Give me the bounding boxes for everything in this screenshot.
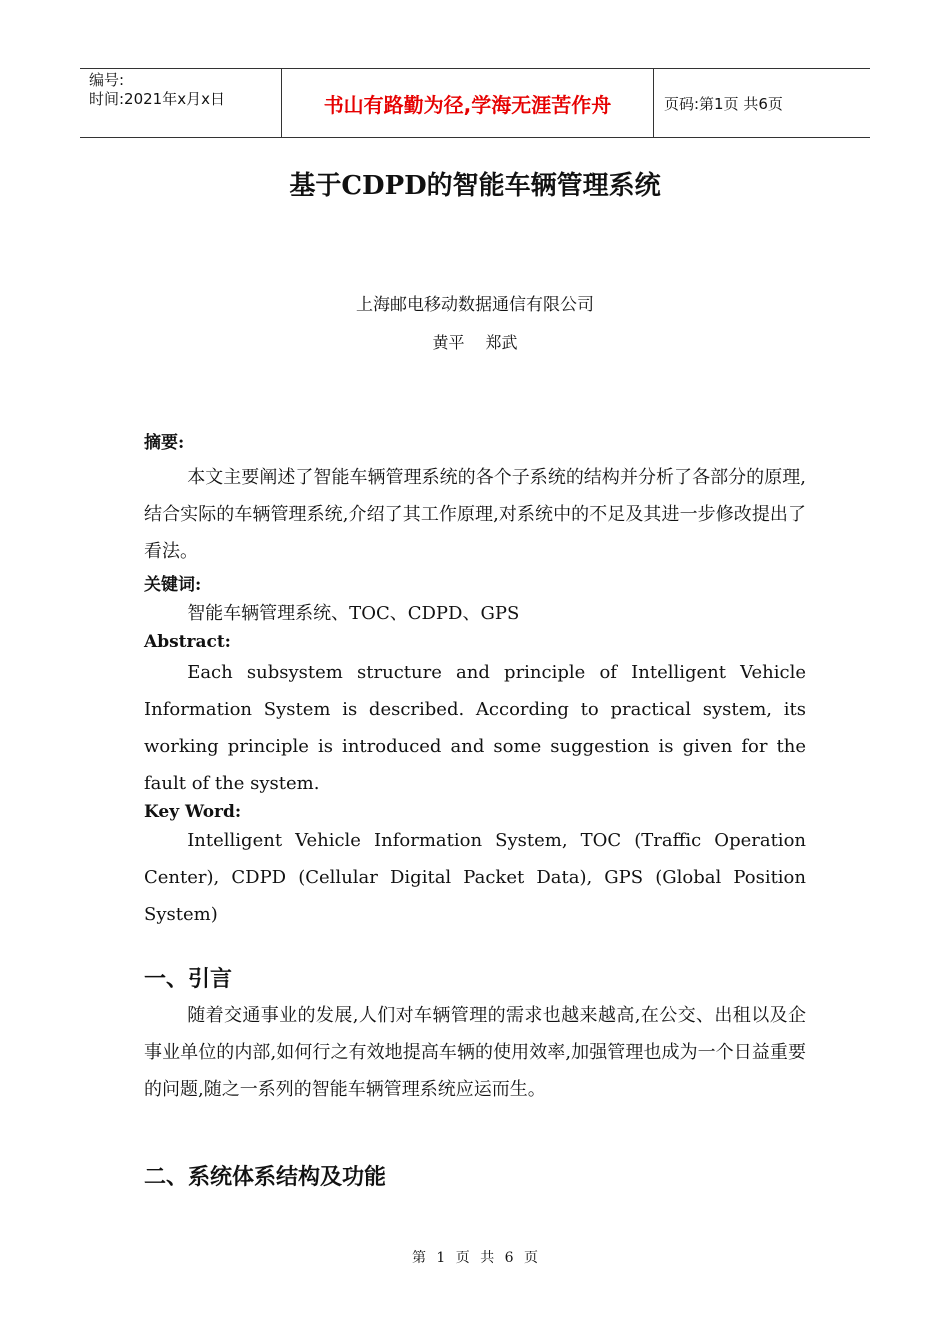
abstract-cn-text: 本文主要阐述了智能车辆管理系统的各个子系统的结构并分析了各部分的原理,结合实际的车辆管理系统,介绍了其工作原理,对系统中的不足及其进一步修改提出了看法。 <box>144 467 806 562</box>
abstract-cn-label: 摘要: <box>144 433 185 453</box>
keywords-cn-text: 智能车辆管理系统、TOC、CDPD、GPS <box>187 603 520 624</box>
abstract-en-text: Each subsystem structure and principle of Intelligent Vehicle Information System is described. According to practical system, its working principle is introduced and some suggestion is given for the fault of the system. <box>144 662 806 794</box>
section1-body <box>144 997 806 1108</box>
section1-text: 随着交通事业的发展,人们对车辆管理的需求也越来越高,在公交、出租以及企事业单位的内部,如何行之有效地提高车辆的使用效率,加强管理也成为一个日益重要的问题,随之一系列的智能车辆管理系统应运而生。 <box>144 1005 806 1100</box>
abstract-cn-block <box>144 428 806 933</box>
number-label: 编号: <box>89 71 125 89</box>
page-footer: 第 1 页 共 6 页 <box>411 1250 539 1266</box>
time-label: 时间:2021年x月x日 <box>89 90 225 108</box>
header-table <box>80 68 870 138</box>
abstract-en-label: Abstract: <box>144 632 231 652</box>
header-left-cell <box>80 69 281 137</box>
header-page-info: 页码:第1页 共6页 <box>664 94 783 113</box>
header-motto: 书山有路勤为径,学海无涯苦作舟 <box>281 69 654 137</box>
section2-heading: 二、系统体系结构及功能 <box>144 1165 387 1190</box>
document-title: 基于CDPD的智能车辆管理系统 <box>289 171 661 201</box>
section1-heading: 一、引言 <box>144 967 233 992</box>
keywords-en-text: Intelligent Vehicle Information System, TOC (Traffic Operation Center), CDPD (Cellular Digital Packet Data), GPS (Global Position System) <box>144 830 806 925</box>
authors: 黄平 郑武 <box>432 333 518 352</box>
keywords-cn-label: 关键词: <box>144 575 202 595</box>
affiliation: 上海邮电移动数据通信有限公司 <box>356 295 594 315</box>
keywords-en-label: Key Word: <box>144 802 242 822</box>
